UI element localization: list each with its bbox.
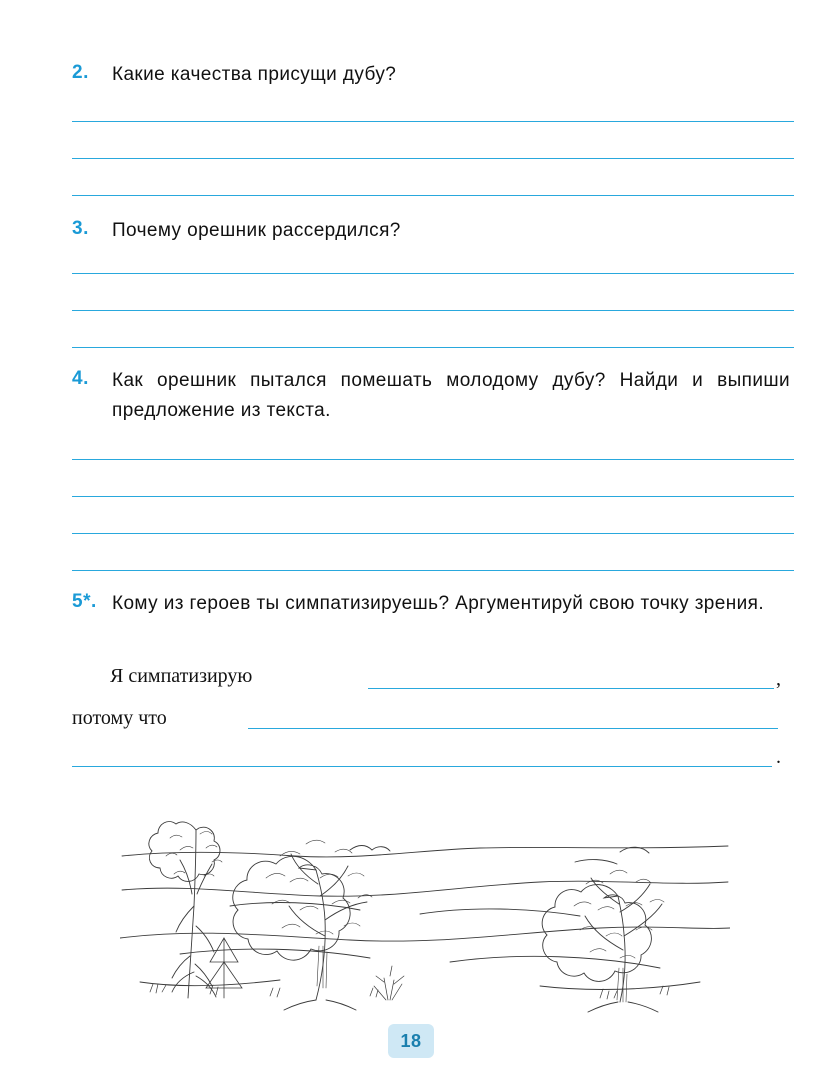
writing-line[interactable] <box>72 496 794 497</box>
answer-blank-line-1[interactable] <box>368 688 774 689</box>
question-5-text: Кому из героев ты симпатизируешь? Аргументируй свою точку зрения. <box>112 593 765 614</box>
illustration-winter-landscape <box>120 786 730 1014</box>
writing-line[interactable] <box>72 570 794 571</box>
question-4-text: Как орешник пытался помешать молодому дубу? Найди и выпиши предложение из текста. <box>112 370 790 421</box>
writing-line[interactable] <box>72 195 794 196</box>
writing-line[interactable] <box>72 273 794 274</box>
page-number: 18 <box>388 1024 434 1058</box>
answer-blank-line-2[interactable] <box>248 728 778 729</box>
question-5-number: 5*. <box>72 591 97 612</box>
writing-line[interactable] <box>72 121 794 122</box>
writing-line[interactable] <box>72 310 794 311</box>
question-3-text: Почему орешник рассердился? <box>112 220 401 241</box>
question-3 <box>72 216 794 246</box>
answer-continuation: потому что <box>72 707 167 729</box>
question-2-text: Какие качества присущи дубу? <box>112 64 397 85</box>
question-2 <box>72 60 794 90</box>
question-5 <box>72 589 794 619</box>
question-4-number: 4. <box>72 368 89 389</box>
writing-line[interactable] <box>72 347 794 348</box>
writing-line[interactable] <box>72 533 794 534</box>
answer-period: . <box>776 746 781 768</box>
writing-line[interactable] <box>72 459 794 460</box>
question-4 <box>72 366 794 426</box>
writing-line[interactable] <box>72 158 794 159</box>
answer-blank-line-3[interactable] <box>72 766 772 767</box>
question-3-number: 3. <box>72 218 89 239</box>
question-2-number: 2. <box>72 62 89 83</box>
answer-comma: , <box>776 668 781 690</box>
answer-lead-in: Я симпатизирую <box>110 665 253 687</box>
